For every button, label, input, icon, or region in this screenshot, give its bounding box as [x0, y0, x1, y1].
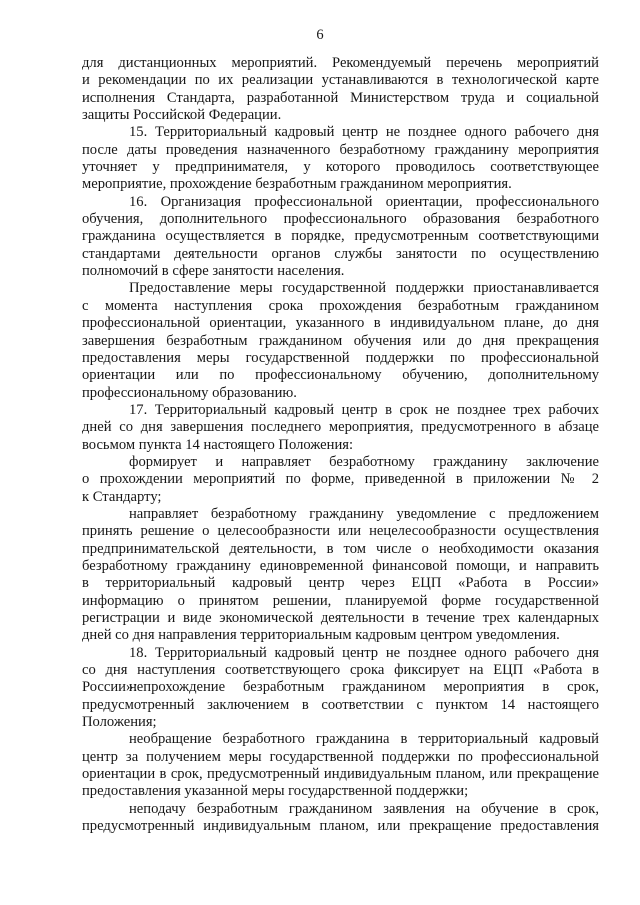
page-number: 6 [316, 27, 324, 43]
text-line: безработному гражданину единовременной финансовой помощи, и направить [82, 557, 599, 574]
text-line: исполнения Стандарта, разработанной Министерством труда и социальной [82, 89, 599, 106]
text-line: предоставления указанной меры государственной поддержки; [82, 783, 469, 800]
text-line: направляет безработному гражданину уведомление с предложением [129, 505, 599, 522]
text-line: формирует и направляет безработному гражданину заключение [129, 453, 599, 470]
paragraph [82, 55, 599, 124]
paragraph [82, 731, 599, 800]
text-line: 16. Организация профессиональной ориентации, профессионального [129, 193, 599, 210]
text-line: в территориальный кадровый центр через ЕЦП «Работа в России» [82, 575, 599, 592]
text-line: Положения; [82, 714, 157, 731]
text-line: ориентации в срок, предусмотренный индивидуальным планом, или прекращение [82, 766, 599, 783]
text-line: восьмом пункта 14 настоящего Положения: [82, 436, 354, 453]
paragraph [82, 194, 599, 281]
text-line: завершения безработным гражданином обучения или до дня прекращения [82, 332, 599, 349]
text-line: уточняет у предпринимателя, у которого проводилось соответствующее [82, 159, 599, 176]
text-line: стандартами деятельности органов службы занятости по осуществлению [82, 245, 599, 262]
text-line: предусмотренный заключением в соответствии с пунктом 14 настоящего [82, 696, 599, 713]
text-line: Предоставление меры государственной поддержки приостанавливается [129, 280, 599, 297]
text-line: мероприятие, прохождение безработным гражданином мероприятия. [82, 176, 512, 193]
paragraph [82, 679, 599, 731]
text-line: защиты Российской Федерации. [82, 107, 282, 124]
paragraph [82, 280, 599, 401]
text-line: к Стандарту; [82, 488, 162, 505]
paragraph [82, 124, 599, 193]
text-line: 18. Территориальный кадровый центр не позднее одного рабочего дня [129, 644, 599, 661]
text-line: информацию о принятом решении, планируемой форме государственной [82, 592, 599, 609]
text-line: и рекомендации по их реализации устанавливаются в технологической карте [82, 72, 599, 89]
paragraph [82, 454, 599, 506]
text-line: дней со дня завершения последнего мероприятия, предусмотренного в абзаце [82, 419, 599, 436]
text-line: после даты проведения назначенного безработному гражданину мероприятия [82, 141, 599, 158]
text-line: центр за получением меры государственной поддержки по профессиональной [82, 748, 599, 765]
text-line: непрохождение безработным гражданином мероприятия в срок, [129, 679, 599, 696]
text-line: гражданина осуществляется в порядке, предусмотренным соответствующими [82, 228, 599, 245]
text-line: со дня наступления соответствующего срока фиксирует на ЕЦП «Работа в России»: [82, 662, 599, 696]
text-line: дней со дня направления территориальным кадровым центром уведомления. [82, 627, 560, 644]
text-line: профессиональному образованию. [82, 384, 297, 401]
text-line: 17. Территориальный кадровый центр в срок не позднее трех рабочих [129, 401, 599, 418]
text-line: неподачу безработным гражданином заявления на обучение в срок, [129, 800, 599, 817]
text-line: о прохождении мероприятий по форме, приведенной в приложении № 2 [82, 471, 599, 488]
text-line: предоставления меры государственной поддержки по профессиональной [82, 349, 599, 366]
text-line: регистрации и виде экономической деятельности в течение трех календарных [82, 610, 599, 626]
paragraph [82, 801, 599, 836]
text-line: необращение безработного гражданина в территориальный кадровый [129, 731, 599, 748]
text-line: с момента наступления срока прохождения безработным гражданином [82, 297, 599, 314]
text-line: ориентации или по профессиональному обучению, дополнительному [82, 367, 599, 384]
document-body [82, 55, 599, 835]
text-line: профессиональной ориентации, указанного в индивидуальном плане, до дня [82, 315, 599, 332]
text-line: предусмотренный индивидуальным планом, или прекращение предоставления [82, 818, 599, 835]
text-line: предпринимательской деятельности, в том числе о необходимости оказания [82, 540, 599, 557]
paragraph [82, 506, 599, 645]
text-line: полномочий в сфере занятости населения. [82, 263, 345, 280]
text-line: для дистанционных мероприятий. Рекомендуемый перечень мероприятий [82, 55, 599, 71]
paragraph [82, 402, 599, 454]
text-line: принять решение о целесообразности или нецелесообразности осуществления [82, 523, 599, 540]
text-line: обучения, дополнительного профессионального образования безработного [82, 211, 599, 228]
text-line: 15. Территориальный кадровый центр не позднее одного рабочего дня [129, 124, 599, 141]
